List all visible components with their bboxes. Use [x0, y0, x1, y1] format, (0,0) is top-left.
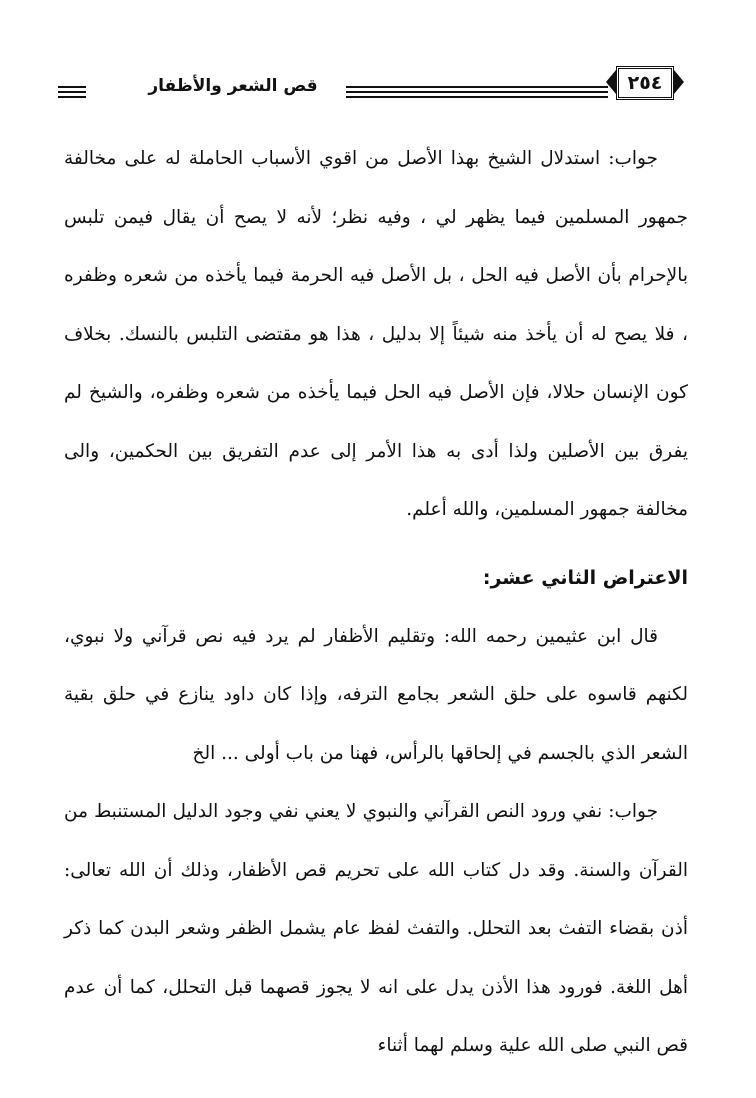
header-rule-middle	[346, 86, 608, 88]
header-rule-left	[58, 96, 86, 98]
page-header	[58, 62, 686, 112]
header-rule-middle	[346, 91, 608, 93]
section-heading: الاعتراض الثاني عشر:	[482, 566, 688, 589]
page-body	[64, 130, 688, 1076]
header-rule-left	[58, 91, 86, 93]
objection-quote-paragraph: قال ابن عثيمين رحمه الله: وتقليم الأظفار لم يرد فيه نص قرآني ولا نبوي، لكنهم قاسوه على حلق الشعر بجامع الترفه، وإذا كان داود ينازع في حلق بقية الشعر الذي بالجسم في إلحاقها بالرأس، فهنا من باب أولى ... الخ	[64, 625, 688, 764]
page-number: ٢٥٤	[627, 72, 663, 94]
running-header-title: قص الشعر والأظفار	[148, 76, 318, 96]
answer-paragraph-2: جواب: نفي ورود النص القرآني والنبوي لا يعني نفي وجود الدليل المستنبط من القرآن والسنة. وقد دل كتاب الله على تحريم قص الأظفار، وذلك أن الله تعالى: أذن بقضاء التفث بعد التحلل. والتفث لفظ عام يشمل الظفر وشعر البدن كما ذكر أهل اللغة. فورود هذا الأذن يدل على انه لا يجوز قصهما قبل التحلل، كما أن عدم قص النبي صلى الله علية وسلم لهما أثناء	[64, 801, 688, 1056]
page-number-left-arrow-icon	[606, 70, 616, 94]
answer-paragraph-1: جواب: استدلال الشيخ بهذا الأصل من اقوي الأسباب الحاملة له على مخالفة جمهور المسلمين فيما يظهر لي ، وفيه نظر؛ لأنه لا يصح أن يقال فيمن تلبس بالإحرام بأن الأصل فيه الحل ، بل الأصل فيه الحرمة فيما يأخذه من شعره وظفره ، فلا يصح له أن يأخذ منه شيئاً إلا بدليل ، هذا هو مقتضى التلبس بالنسك. بخلاف كون الإنسان حلالا، فإن الأصل فيه الحل فيما يأخذه من شعره وظفره، والشيخ لم يفرق بين الأصلين ولذا أدى به هذا الأمر إلى عدم التفريق بين الحكمين، والى مخالفة جمهور المسلمين، والله أعلم.	[64, 148, 688, 520]
header-rule-left	[58, 86, 86, 88]
header-rule-middle	[346, 96, 608, 98]
page-number-right-arrow-icon	[674, 70, 684, 94]
page-number-box	[616, 66, 674, 100]
